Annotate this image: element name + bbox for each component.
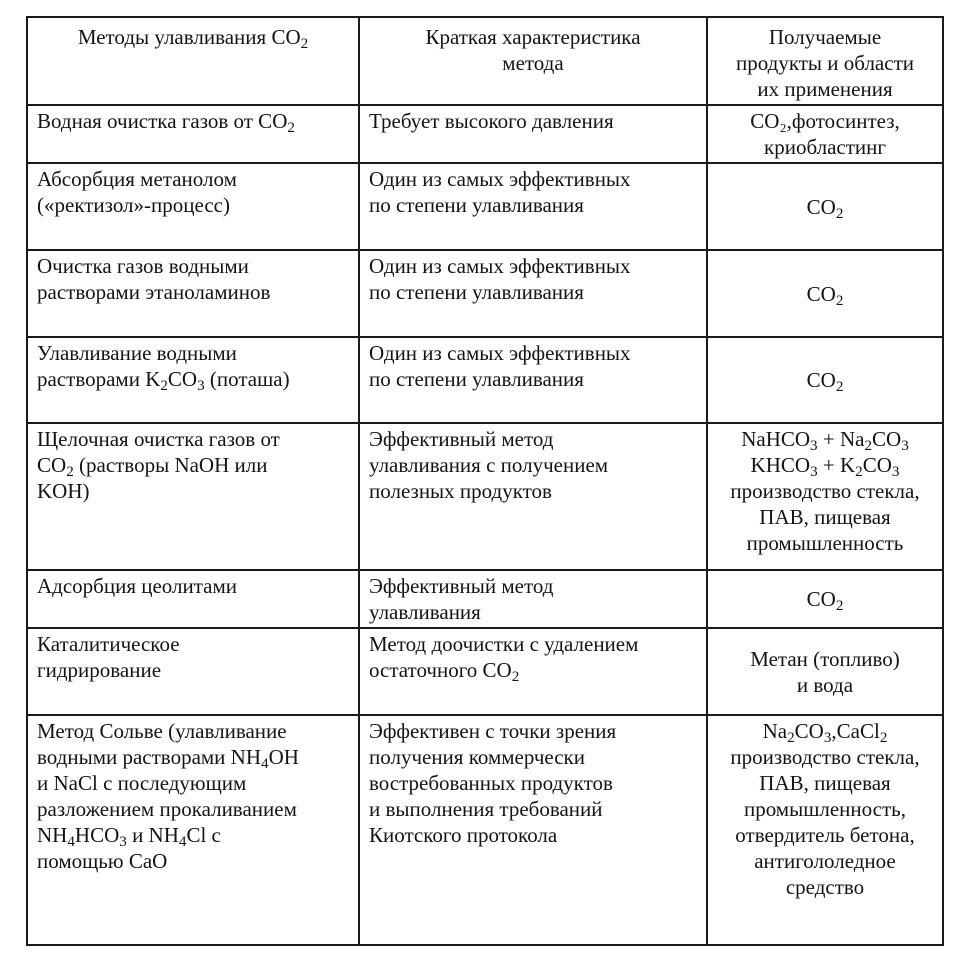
cell-line: NaHCO$_3$ + $Na_2CO_3$ [741,427,909,454]
cell-line: $NH_4HCO_3$ и $NH_4Cl$ с [37,823,221,850]
subscript: 3 [810,463,818,480]
cell-line: по степени улавливания [369,280,584,304]
subscript: 2 [300,35,309,52]
cell-line: CO₂,фотосинтез, [750,109,900,133]
cell-line: Эффективный метод [369,574,554,598]
cell-line: метода [502,51,564,75]
cell-line: антигололедное [754,849,896,873]
table-row [27,715,943,945]
cell-line: Эффективный метод [369,427,554,451]
subscript: 2 [787,729,795,746]
table-row [27,250,943,337]
table-row [27,570,943,628]
products-cell [707,423,943,570]
method-cell [27,105,359,163]
subscript: 2 [835,292,844,309]
method-cell [27,423,359,570]
cell-line: Очистка газов водными [37,254,249,278]
cell-line: Водная очистка газов от $CO_2$ [37,109,295,136]
subscript: 3 [197,377,205,394]
cell-line: криобластинг [764,135,886,159]
cell-line: остаточного $CO_2$ [369,658,520,685]
cell-line: Один из самых эффективных [369,254,631,278]
cell-line: $CO_2$ [806,281,844,309]
products-cell [707,628,943,715]
header-characteristic [359,17,707,105]
cell-line: $CO_2$ [806,194,844,222]
cell-line: Получаемые [768,25,882,49]
cell-line: Один из самых эффективных [369,167,631,191]
method-cell [27,163,359,250]
subscript: 4 [261,755,269,772]
cell-line: ПАВ, пищевая [759,771,891,795]
cell-line: растворами этаноламинов [37,280,271,304]
cell-line: $KHCO_3 + K_2CO_3$ [750,453,900,480]
cell-line: $CO_2$ (растворы NaOH или [37,453,268,480]
products-cell [707,715,943,945]
method-cell [27,570,359,628]
cell-line: улавливания [369,600,481,624]
characteristic-cell [359,570,707,628]
cell-line: и вода [796,672,854,697]
cell-line: помощью CaO [37,849,168,873]
products-cell [707,250,943,337]
cell-line: производство стекла, [730,479,920,503]
cell-line: промышленность [746,531,904,555]
cell-line: полезных продуктов [369,479,552,503]
subscript: 2 [160,377,168,394]
subscript: 2 [287,119,295,136]
cell-line: гидрирование [37,658,162,682]
cell-line: и NaCl с последующим [37,771,247,795]
cell-line: средство [785,875,865,899]
cell-line: Абсорбция метанолом [37,167,237,191]
products-cell [707,163,943,250]
subscript: 4 [178,833,187,850]
cell-line: производство стекла, [730,745,920,769]
characteristic-cell [359,163,707,250]
cell-line: Щелочная очистка газов от [37,427,280,451]
cell-line: Метан (топливо) [750,646,900,671]
cell-line: KOH) [37,479,90,503]
characteristic-cell [359,628,707,715]
cell-line: промышленность, [743,797,907,821]
subscript: 2 [835,378,844,395]
cell-line: получения коммерчески [369,745,585,769]
cell-line: $CO_2$ [806,587,844,614]
cell-line: Киотского протокола [369,823,558,847]
header-row [27,17,943,105]
cell-line: Краткая характеристика [425,25,641,49]
cell-line: Улавливание водными [37,341,237,365]
table-row [27,163,943,250]
cell-line: Эффективен с точки зрения [369,719,617,743]
cell-line: водными растворами $NH_4OH$ [37,745,299,772]
subscript: 3 [901,437,909,454]
subscript: 2 [66,463,74,480]
cell-line: востребованных продуктов [369,771,613,795]
cell-line: и выполнения требований [369,797,603,821]
products-cell [707,570,943,628]
characteristic-cell [359,250,707,337]
cell-line: Метод Сольве (улавливание [37,719,287,743]
cell-line: $Na_2CO_3,CaCl_2$ [762,719,888,746]
cell-line: их применения [757,77,893,101]
table-row [27,337,943,423]
cell-line: по степени улавливания [369,193,584,217]
cell-line: растворами $K_2CO_3$ (поташа) [37,367,290,394]
subscript: 3 [119,833,127,850]
cell-line: ПАВ, пищевая [759,505,891,529]
subscript: 2 [511,668,520,685]
method-cell [27,715,359,945]
subscript: 4 [67,833,75,850]
cell-line: по степени улавливания [369,367,584,391]
cell-line: $CO_2$ [806,368,844,395]
cell-line: Каталитическое [37,632,180,656]
subscript: 2 [864,437,873,454]
cell-line: отвердитель бетона, [735,823,915,847]
cell-line: Требует высокого давления [369,109,614,133]
cell-line: улавливания с получением [369,453,609,477]
subscript: 2 [855,463,863,480]
characteristic-cell [359,715,707,945]
characteristic-cell [359,105,707,163]
cell-line: Метод доочистки с удалением [369,632,639,656]
cell-line: Методы улавливания $CO_2$ [77,25,309,52]
subscript: 2 [835,205,844,222]
header-products [707,17,943,105]
header-methods [27,17,359,105]
cell-line: Один из самых эффективных [369,341,631,365]
table-row [27,105,943,163]
subscript: 3 [891,463,900,480]
table-row [27,423,943,570]
subscript: 2 [835,597,844,614]
characteristic-cell [359,337,707,423]
cell-line: Адсорбция цеолитами [37,574,238,598]
method-cell [27,337,359,423]
method-cell [27,628,359,715]
cell-line: («ректизол»-процесс) [37,193,230,217]
cell-line: продукты и области [736,51,914,75]
cell-line: разложением прокаливанием [37,797,297,821]
method-cell [27,250,359,337]
characteristic-cell [359,423,707,570]
subscript: 2 [879,729,888,746]
products-cell [707,105,943,163]
subscript: 3 [810,437,818,454]
co2-capture-methods-table [26,16,944,946]
products-cell [707,337,943,423]
table-row [27,628,943,715]
subscript: 3 [823,729,832,746]
